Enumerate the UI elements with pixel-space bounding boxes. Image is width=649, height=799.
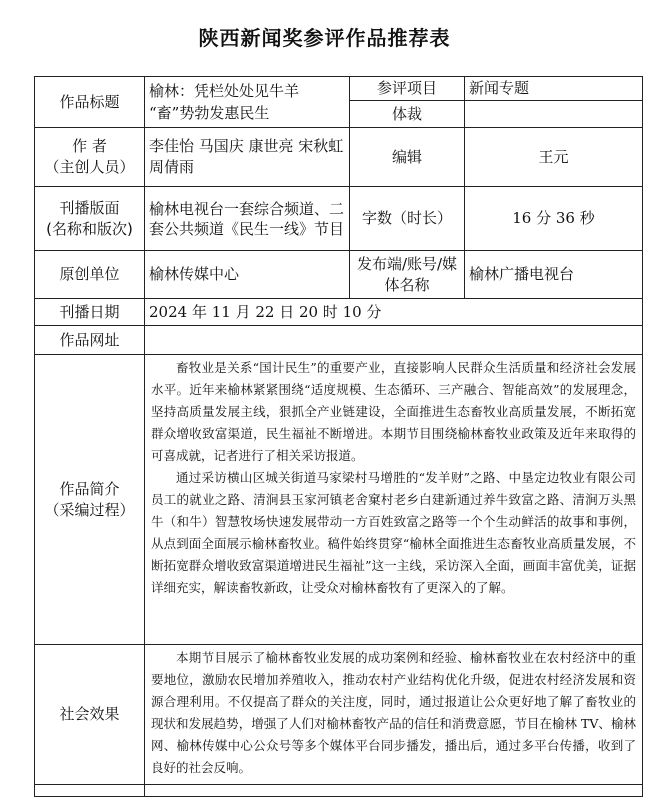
editor-value: 王元: [465, 128, 643, 187]
author-label-line1: 作 者: [72, 137, 107, 155]
row-intro: [35, 355, 643, 645]
editor-label: 编辑: [350, 128, 465, 187]
publication-label-line1: 刊播版面: [59, 198, 120, 217]
broadcast-date-label: 刊播日期: [35, 299, 145, 326]
original-unit-label: 原创单位: [35, 251, 145, 299]
author-value: 李佳怡 马国庆 康世亮 宋秋虹 周倩雨: [145, 128, 350, 187]
row-social-effect: [35, 645, 643, 785]
work-title-value: 榆林：凭栏处处见牛羊 “畜”势勃发惠民生: [145, 77, 350, 128]
row-publication: [35, 187, 643, 251]
award-item-value: 新闻专题: [465, 77, 643, 101]
intro-body: [145, 355, 643, 645]
intro-paragraph: 通过采访横山区城关街道马家梁村马增胜的“发羊财”之路、中垦定边牧业有限公司员工的就业之路、清涧县玉家河镇老舍窠村老乡白建新通过养牛致富之路、清涧万头黑牛（和牛）智慧牧场快速发展带动一方百姓致富之路等一个个生动鲜活的故事和事例，从点到面全面展示榆林畜牧业。稿件始终贯穿“榆林全面推进生态畜牧业高质量发展，不断拓宽群众增收致富渠道增进民生福祉”这一主线，采访深入全面，画面丰富优美，证据详细充实，解读畜牧新政，让受众对榆林畜牧有了更深入的了解。: [151, 470, 636, 595]
broadcast-date-value: 2024 年 11 月 22 日 20 时 10 分: [145, 299, 643, 326]
author-label-line2: （主创人员）: [44, 158, 135, 176]
trailing-cell: [35, 785, 145, 797]
row-author: [35, 128, 643, 187]
work-title-label: 作品标题: [35, 77, 145, 128]
intro-paragraph: 畜牧业是关系“国计民生”的重要产业，直接影响人民群众生活质量和经济社会发展水平。近年来榆林紧紧围绕“适度规模、生态循环、三产融合、智能高效”的发展理念，坚持高质量发展主线，狠抓全产业链建设，全面推进生态畜牧业高质量发展，不断拓宽群众增收致富渠道，民生福祉不断增进。本期节目围绕榆林畜牧业政策及近年来取得的可喜成就，记者进行了相关采访报道。: [151, 360, 636, 463]
genre-value: [465, 101, 643, 128]
intro-label-line2: （采编过程）: [44, 500, 135, 519]
publisher-value: 榆林广播电视台: [465, 251, 643, 299]
work-url-value: [145, 326, 643, 355]
row-broadcast-date: [35, 299, 643, 326]
recommendation-form-table: [34, 76, 643, 797]
author-label: [35, 128, 145, 187]
intro-label-line1: 作品简介: [59, 479, 120, 498]
row-trailing: [35, 785, 643, 797]
social-effect-body: [145, 645, 643, 785]
publication-value: 榆林电视台一套综合频道、二套公共频道《民生一线》节目: [145, 187, 350, 251]
wordcount-label: 字数（时长）: [350, 187, 465, 251]
intro-label: [35, 355, 145, 645]
social-effect-label: 社会效果: [35, 645, 145, 785]
row-original-unit: [35, 251, 643, 299]
publisher-label: 发布端/账号/媒体名称: [350, 251, 465, 299]
row-work-url: [35, 326, 643, 355]
trailing-cell: [145, 785, 643, 797]
award-item-label: 参评项目: [350, 77, 465, 101]
form-title: 陕西新闻奖参评作品推荐表: [198, 26, 451, 50]
row-work-title: [35, 77, 643, 101]
social-effect-paragraph: 本期节目展示了榆林畜牧业发展的成功案例和经验、榆林畜牧业在农村经济中的重要地位，激励农民增加养殖收入，推动农村产业结构优化升级，促进农村经济发展和资源合理利用。不仅提高了群众的关注度，同时，通过报道让公众更好地了解了畜牧业的现状和发展趋势，增强了人们对榆林畜牧产品的信任和消费意愿，节目在榆林 TV、榆林网、榆林传媒中心公众号等多个媒体平台同步播发，播出后，通过多平台传播，收到了良好的社会反响。: [151, 650, 636, 775]
wordcount-value: 16 分 36 秒: [465, 187, 643, 251]
genre-label: 体裁: [350, 101, 465, 128]
work-url-label: 作品网址: [35, 326, 145, 355]
publication-label: [35, 187, 145, 251]
publication-label-line2: (名称和版次): [46, 219, 133, 238]
original-unit-value: 榆林传媒中心: [145, 251, 350, 299]
